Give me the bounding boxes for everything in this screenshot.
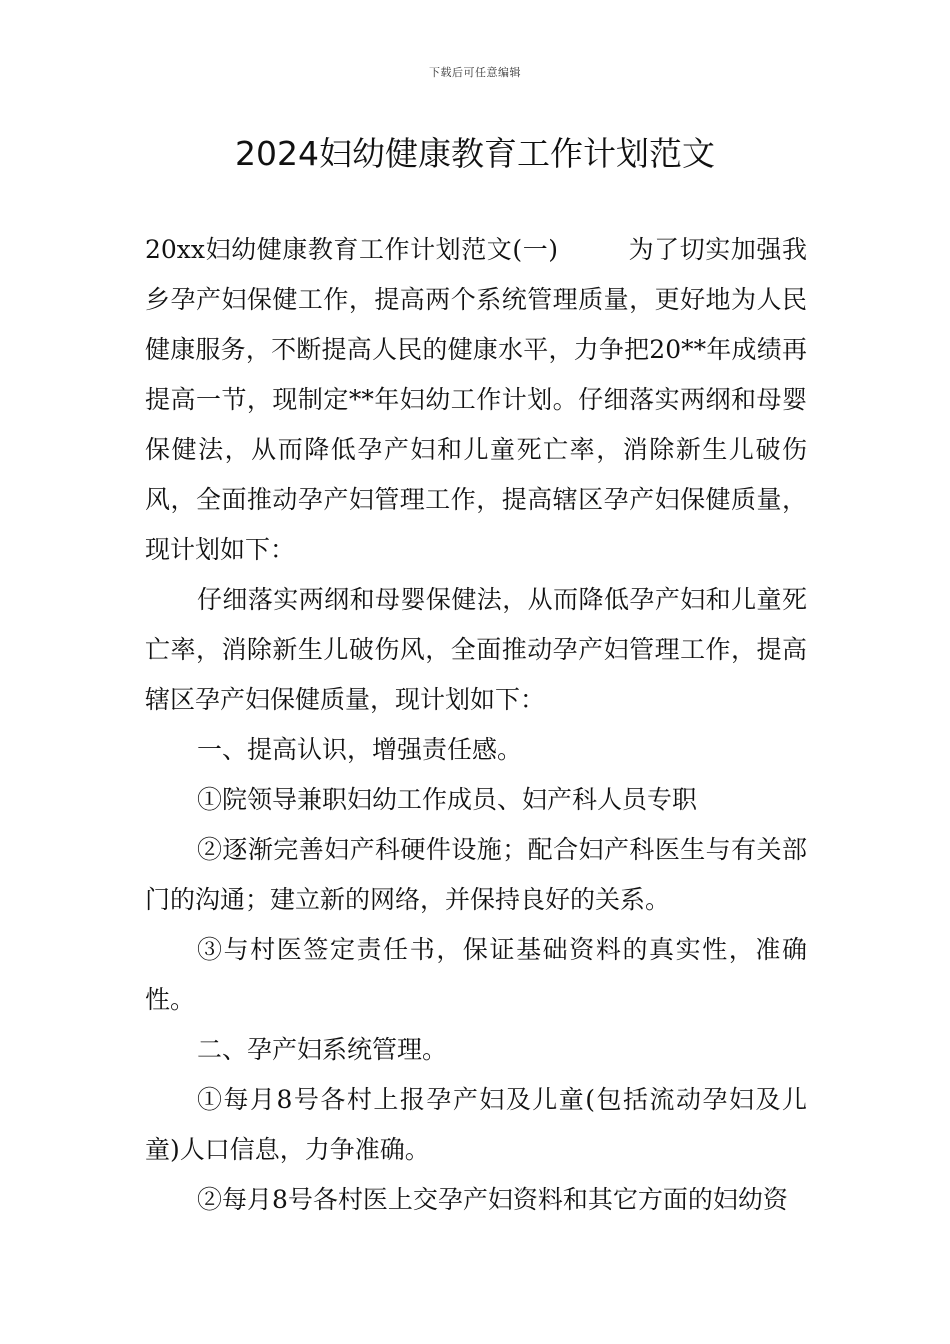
section-2-item-2: ②每月8号各村医上交孕产妇资料和其它方面的妇幼资 <box>197 1185 788 1214</box>
intro-heading: 20xx妇幼健康教育工作计划范文(一) <box>145 235 559 264</box>
section-2-item-1: ①每月8号各村上报孕产妇及儿童(包括流动孕妇及儿童)人口信息，力争准确。 <box>145 1085 807 1164</box>
page-header-note: 下载后可任意编辑 <box>429 66 521 79</box>
section-2-heading: 二、孕产妇系统管理。 <box>197 1035 448 1064</box>
section-1-item-2: ②逐渐完善妇产科硬件设施；配合妇产科医生与有关部门的沟通；建立新的网络，并保持良好的关系。 <box>145 835 807 914</box>
document-body <box>145 225 807 1225</box>
section-1-item-1: ①院领导兼职妇幼工作成员、妇产科人员专职 <box>197 785 698 814</box>
document-title: 2024妇幼健康教育工作计划范文 <box>235 134 715 173</box>
intro-paragraph <box>145 225 807 575</box>
intro-text: 为了切实加强我乡孕产妇保健工作，提高两个系统管理质量，更好地为人民健康服务，不断提高人民的健康水平，力争把20**年成绩再提高一节，现制定**年妇幼工作计划。仔细落实两纲和母婴保健法，从而降低孕产妇和儿童死亡率，消除新生儿破伤风，全面推动孕产妇管理工作，提高辖区孕产妇保健质量，现计划如下： <box>145 235 807 564</box>
section-1-item-3: ③与村医签定责任书，保证基础资料的真实性，准确性。 <box>145 935 807 1014</box>
body-paragraph-2: 仔细落实两纲和母婴保健法，从而降低孕产妇和儿童死亡率，消除新生儿破伤风，全面推动孕产妇管理工作，提高辖区孕产妇保健质量，现计划如下： <box>145 585 807 714</box>
section-1-heading: 一、提高认识，增强责任感。 <box>197 735 523 764</box>
